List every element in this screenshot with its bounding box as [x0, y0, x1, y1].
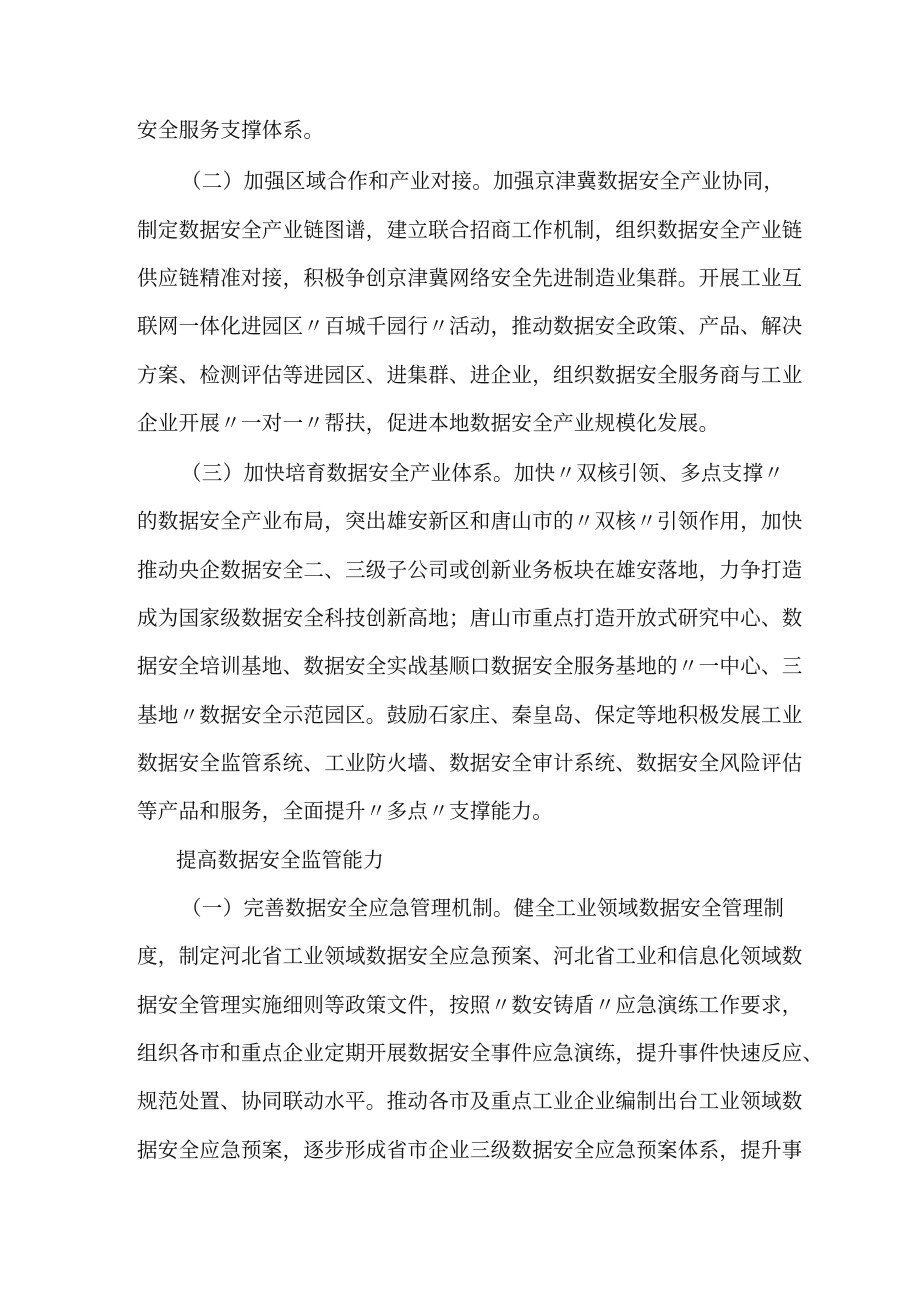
- text-line: （三）加快培育数据安全产业体系。加快〃双核引领、多点支撑〃: [181, 461, 785, 485]
- text-line: 成为国家级数据安全科技创新高地；唐山市重点打造开放式研究中心、数: [137, 606, 803, 630]
- text-line: 推动央企数据安全二、三级子公司或创新业务板块在雄安落地，力争打造: [137, 558, 803, 582]
- text-line: 据安全管理实施细则等政策文件，按照〃数安铸盾〃应急演练工作要求，: [137, 993, 803, 1017]
- text-line: 等产品和服务，全面提升〃多点〃支撑能力。: [137, 799, 553, 823]
- text-line: （一）完善数据安全应急管理机制。健全工业领域数据安全管理制: [181, 896, 785, 920]
- text-line: （二）加强区域合作和产业对接。加强京津冀数据安全产业协同，: [181, 169, 785, 193]
- text-line: 联网一体化进园区〃百城千园行〃活动，推动数据安全政策、产品、解决: [137, 314, 803, 338]
- text-line: 的数据安全产业布局，突出雄安新区和唐山市的〃双核〃引领作用，加快: [137, 509, 803, 533]
- text-line: 制定数据安全产业链图谱，建立联合招商工作机制，组织数据安全产业链: [137, 218, 803, 242]
- text-line: 安全服务支撑体系。: [137, 118, 325, 142]
- text-line: 方案、检测评估等进园区、进集群、进企业，组织数据安全服务商与工业: [137, 363, 803, 387]
- section-heading: 提高数据安全监管能力: [176, 848, 384, 872]
- text-line: 据安全应急预案，逐步形成省市企业三级数据安全应急预案体系，提升事: [137, 1138, 803, 1162]
- text-line: 组织各市和重点企业定期开展数据安全事件应急演练，提升事件快速反应、: [137, 1041, 824, 1065]
- text-line: 规范处置、协同联动水平。推动各市及重点工业企业编制出台工业领域数: [137, 1089, 803, 1113]
- text-line: 供应链精准对接，积极争创京津冀网络安全先进制造业集群。开展工业互: [137, 266, 803, 290]
- text-line: 企业开展〃一对一〃帮扶，促进本地数据安全产业规模化发展。: [137, 411, 720, 435]
- text-line: 基地〃数据安全示范园区。鼓励石家庄、秦皇岛、保定等地积极发展工业: [137, 703, 803, 727]
- text-line: 据安全培训基地、数据安全实战基顺口数据安全服务基地的〃一中心、三: [137, 654, 803, 678]
- text-line: 数据安全监管系统、工业防火墙、数据安全审计系统、数据安全风险评估: [137, 751, 803, 775]
- text-line: 度，制定河北省工业领域数据安全应急预案、河北省工业和信息化领域数: [137, 944, 803, 968]
